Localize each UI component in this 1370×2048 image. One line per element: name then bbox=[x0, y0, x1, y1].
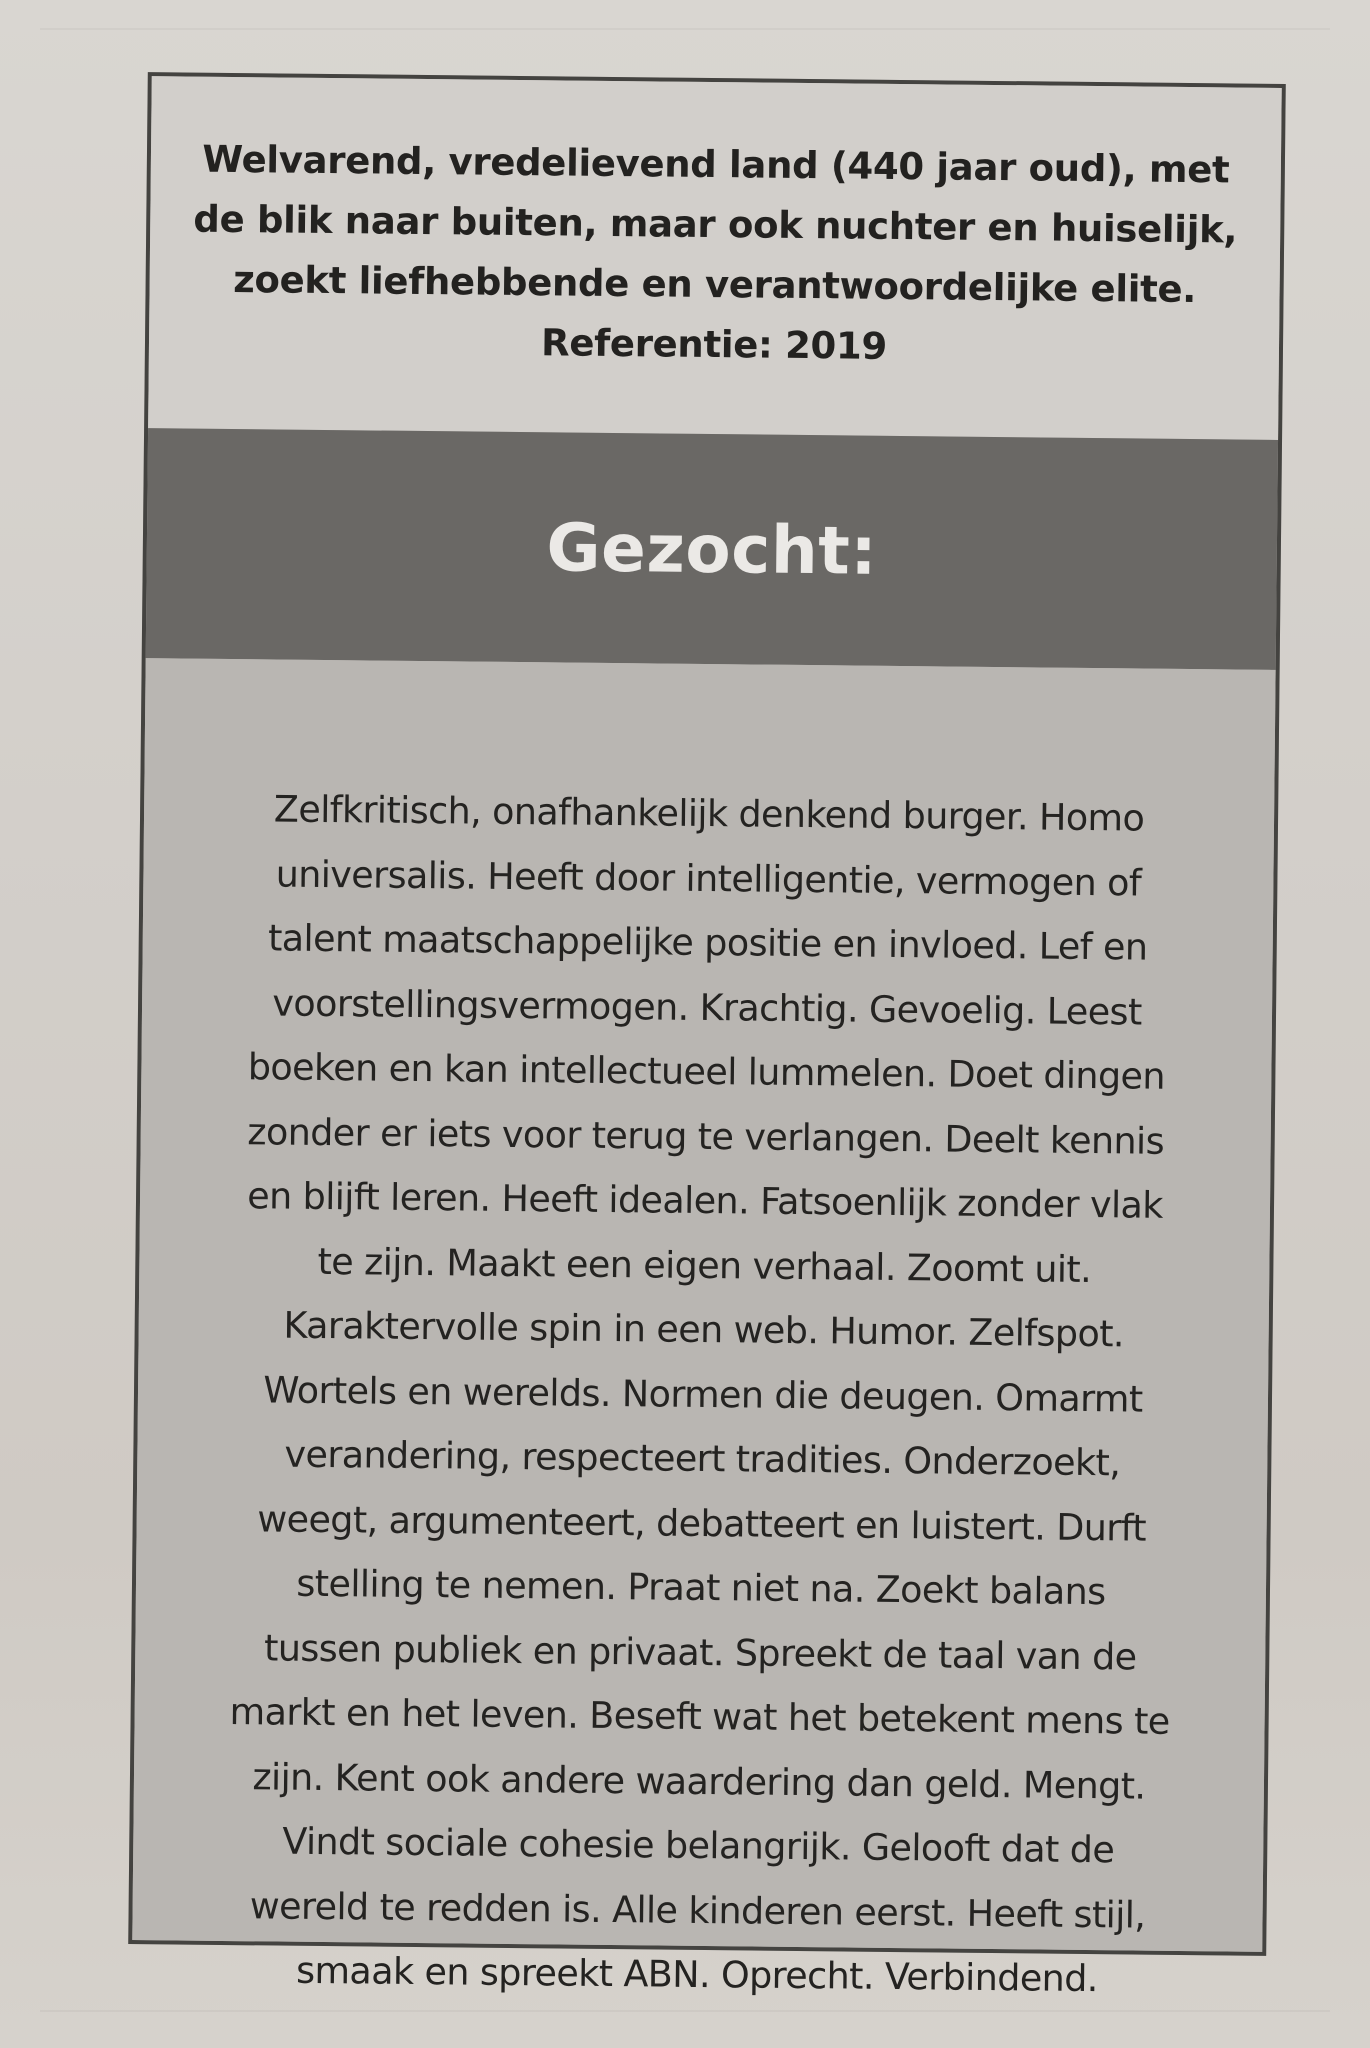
body-line: Zelfkritisch, onafhankelijk denkend burger. Homo bbox=[273, 787, 1145, 840]
bleed-through-line bbox=[40, 2010, 1330, 2012]
body-line: stelling te nemen. Praat niet na. Zoekt balans bbox=[296, 1561, 1106, 1614]
advert-box bbox=[128, 72, 1286, 2001]
intro-line: de blik naar buiten, maar ook nuchter en huiselijk, bbox=[193, 197, 1238, 252]
body-line: te zijn. Maakt een eigen verhaal. Zoomt uit. bbox=[317, 1239, 1092, 1291]
intro-reference: Referentie: 2019 bbox=[540, 321, 888, 368]
body-line: en blijft leren. Heeft idealen. Fatsoenlijk zonder vlak bbox=[247, 1174, 1164, 1227]
advert-intro bbox=[148, 76, 1282, 440]
body-line: markt en het leven. Beseft wat het betekent mens te bbox=[229, 1690, 1170, 1743]
bleed-through-line bbox=[40, 28, 1330, 30]
body-line: zonder er iets voor terug te verlangen. Deelt kennis bbox=[247, 1109, 1165, 1163]
body-line: verandering, respecteert tradities. Onderzoekt, bbox=[284, 1432, 1121, 1485]
body-line: smaak en spreekt ABN. Oprecht. Verbindend. bbox=[295, 1948, 1099, 2001]
body-line: tussen publiek en privaat. Spreekt de taal van de bbox=[263, 1625, 1137, 1679]
heading-title: Gezocht: bbox=[546, 508, 878, 590]
advert-body bbox=[132, 658, 1275, 2001]
body-line: universalis. Heeft door intelligentie, vermogen of bbox=[275, 851, 1142, 905]
body-line: wereld te redden is. Alle kinderen eerst. Heeft stijl, bbox=[249, 1883, 1146, 1937]
intro-line: Welvarend, vredelievend land (440 jaar oud), met bbox=[202, 137, 1230, 192]
heading-band bbox=[146, 428, 1278, 670]
body-line: Karaktervolle spin in een web. Humor. Zelfspot. bbox=[283, 1303, 1125, 1356]
body-line: zijn. Kent ook andere waardering dan geld. Mengt. bbox=[252, 1754, 1146, 1808]
body-line: Wortels en werelds. Normen die deugen. Omarmt bbox=[263, 1367, 1143, 1421]
body-line: weegt, argumenteert, debatteert en luistert. Durft bbox=[257, 1496, 1147, 1550]
body-line: voorstellingsvermogen. Krachtig. Gevoelig. Leest bbox=[272, 980, 1142, 1034]
intro-line: zoekt liefhebbende en verantwoordelijke elite. bbox=[233, 257, 1197, 312]
body-line: Vindt sociale cohesie belangrijk. Gelooft dat de bbox=[282, 1819, 1115, 1872]
body-line: boeken en kan intellectueel lummelen. Doet dingen bbox=[247, 1045, 1166, 1098]
body-line: talent maatschappelijke positie en invloed. Lef en bbox=[267, 916, 1148, 969]
